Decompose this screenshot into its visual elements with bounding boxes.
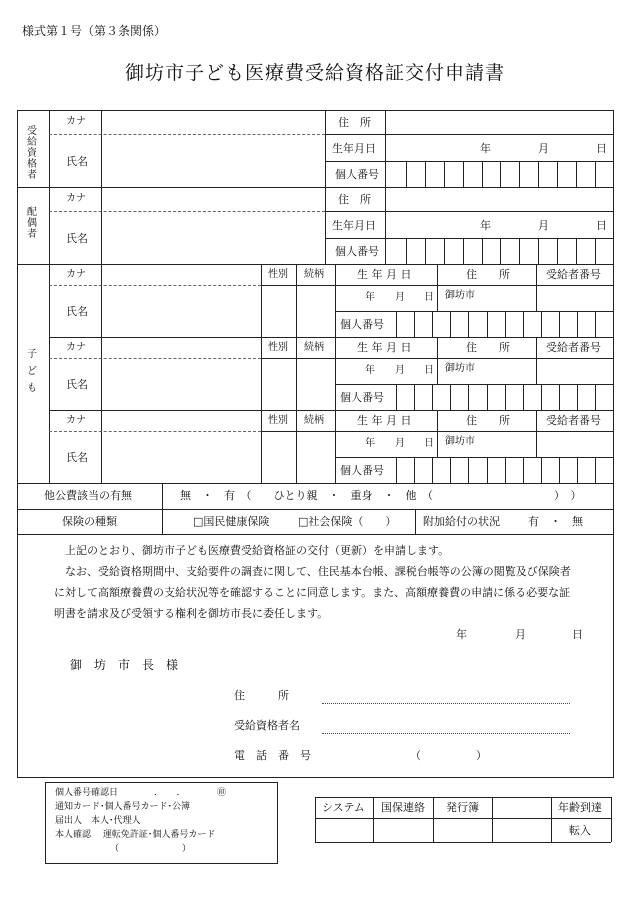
child-2-personal-number-input[interactable] — [397, 385, 612, 409]
addressee: 御 坊 市 長 様 — [70, 658, 179, 672]
child-1-vline-number — [536, 264, 537, 311]
child-2-day: 日 — [424, 365, 434, 376]
child-2-vline-address — [437, 337, 438, 384]
card-type: 通知カード･個人番号カード･公簿 — [55, 802, 191, 812]
insurance-national-checkbox[interactable]: □国民健康保険 — [193, 515, 270, 528]
personal-number-cell-divider — [557, 161, 558, 187]
personal-number-cell-divider — [444, 161, 445, 187]
children-section-label: 子ども — [27, 349, 37, 394]
child-3-kana-divider — [49, 431, 261, 432]
spouse-kana-input[interactable] — [102, 189, 324, 210]
personal-number-cell-divider — [519, 238, 520, 264]
child-1-vline-relation — [296, 264, 297, 337]
child-1-personal-number-label: 個人番号 — [340, 318, 384, 331]
child-3-personal-number-label: 個人番号 — [340, 464, 384, 477]
declaration-line-1: 上記のとおり、御坊市子ども医療費受給資格証の交付（更新）を申請します。 — [65, 544, 450, 557]
child-1-day: 日 — [424, 292, 434, 303]
spouse-year: 年 — [480, 219, 491, 232]
spouse-personal-number-label: 個人番号 — [335, 245, 379, 258]
child-1-gender-label: 性別 — [268, 269, 288, 280]
insurance-social-checkbox[interactable]: □社会保険（ ） — [298, 515, 397, 528]
personal-number-cell-divider — [557, 238, 558, 264]
child-2-vline-birth — [335, 337, 336, 410]
child-2-recipient-number-label: 受給者番号 — [546, 341, 601, 354]
personal-number-cell-divider — [595, 238, 596, 264]
child-2-birthdate-label: 生 年 月 日 — [357, 341, 412, 354]
recipient-personal-number-label: 個人番号 — [335, 168, 379, 181]
recipient-address-label: 住 所 — [338, 116, 371, 129]
office-col-age-reached: 年齢到達 — [558, 801, 602, 814]
spouse-day: 日 — [596, 219, 607, 232]
child-3-personal-number-input[interactable] — [397, 458, 612, 482]
child-2-vline-gender — [261, 337, 262, 410]
child-3-name-label: 氏名 — [66, 451, 88, 464]
personal-number-cell-divider — [519, 161, 520, 187]
child-3-year: 年 — [365, 438, 375, 449]
declaration-month: 月 — [515, 628, 526, 641]
applicant-name-line[interactable] — [322, 733, 570, 734]
recipient-day: 日 — [596, 142, 607, 155]
declaration-day: 日 — [572, 628, 583, 641]
child-1-vline-birth — [335, 264, 336, 337]
child-3-month: 月 — [395, 438, 405, 449]
applicant-address-line[interactable] — [322, 703, 570, 704]
recipient-address-input[interactable] — [387, 112, 612, 133]
child-1-vline-address — [437, 264, 438, 311]
office-col-system: システム — [322, 801, 365, 814]
personal-number-cell-divider — [463, 238, 464, 264]
child-3-vline-number — [536, 410, 537, 457]
personal-number-cell-divider — [482, 238, 483, 264]
submitter-type: 届出人 本人･代理人 — [55, 816, 141, 826]
personal-number-cell-divider — [482, 161, 483, 187]
personal-number-cell-divider — [425, 238, 426, 264]
recipient-birthdate-label: 生年月日 — [332, 142, 376, 155]
applicant-name-label: 受給資格者名 — [234, 719, 300, 732]
personal-number-cell-divider — [538, 238, 539, 264]
personal-number-cell-divider — [463, 161, 464, 187]
additional-benefit-options[interactable]: 有 ・ 無 — [528, 515, 583, 528]
child-2-year: 年 — [365, 365, 375, 376]
child-3-day: 日 — [424, 438, 434, 449]
personal-number-cell-divider — [406, 161, 407, 187]
recipient-month: 月 — [538, 142, 549, 155]
child-1-personal-number-input[interactable] — [397, 312, 612, 336]
spouse-address-label: 住 所 — [338, 193, 371, 206]
child-1-month: 月 — [395, 292, 405, 303]
child-3-city-prefix: 御坊市 — [445, 436, 475, 447]
identity-check-other: （ ） — [110, 844, 192, 854]
personal-number-cell-divider — [500, 238, 501, 264]
child-1-name-input[interactable] — [102, 287, 260, 336]
child-1-vline-gender — [261, 264, 262, 337]
child-1-kana-input[interactable] — [102, 265, 260, 284]
child-2-kana-input[interactable] — [102, 338, 260, 357]
child-1-address-label: 住 所 — [466, 268, 510, 281]
child-1-birthdate-label: 生 年 月 日 — [357, 268, 412, 281]
child-3-relation-label: 続柄 — [304, 415, 324, 426]
child-2-month: 月 — [395, 365, 405, 376]
recipient-name-label: 氏名 — [66, 155, 88, 168]
spouse-address-input[interactable] — [387, 189, 612, 210]
child-2-kana-label: カナ — [66, 342, 86, 353]
child-2-gender-label: 性別 — [268, 342, 288, 353]
applicant-phone-label: 電 話 番 号 — [234, 749, 311, 762]
child-2-relation-label: 続柄 — [304, 342, 324, 353]
recipient-name-input[interactable] — [102, 136, 324, 186]
child-3-vline-relation — [296, 410, 297, 483]
child-3-kana-label: カナ — [66, 415, 86, 426]
child-3-gender-label: 性別 — [268, 415, 288, 426]
child-3-vline-birth — [335, 410, 336, 483]
declaration-text — [54, 540, 574, 624]
child-3-vline-address — [437, 410, 438, 457]
declaration-year: 年 — [456, 628, 467, 641]
recipient-section-label: 受給資格者 — [27, 126, 37, 181]
recipient-kana-label: カナ — [66, 116, 86, 127]
spouse-name-input[interactable] — [102, 213, 324, 263]
child-2-vline-number — [536, 337, 537, 384]
personal-number-cell-divider — [538, 161, 539, 187]
child-2-city-prefix: 御坊市 — [445, 363, 475, 374]
insurance-label: 保険の種類 — [62, 515, 117, 528]
spouse-kana-label: カナ — [66, 193, 86, 204]
child-1-year: 年 — [365, 292, 375, 303]
personal-number-cell-divider — [425, 161, 426, 187]
spouse-month: 月 — [538, 219, 549, 232]
declaration-line-2: なお、受給資格期間中、支給要件の調査に関して、住民基本台帳、課税台帳等の公簿の閲覧及び保険者に対して高額療養費の支給状況等を確認することに同意します。また、高額療養費の申請に係る必要な証明書を請求及び受領する権利を御坊市長に委任します。 — [54, 565, 571, 620]
personal-number-cell-divider — [576, 238, 577, 264]
child-1-city-prefix: 御坊市 — [445, 290, 475, 301]
child-3-kana-input[interactable] — [102, 411, 260, 430]
child-2-vline-relation — [296, 337, 297, 410]
personal-number-cell-divider — [444, 238, 445, 264]
child-1-recipient-number-label: 受給者番号 — [546, 268, 601, 281]
additional-benefit-label: 附加給付の状況 — [423, 515, 500, 528]
child-3-address-label: 住 所 — [466, 414, 510, 427]
form-number: 様式第１号（第３条関係） — [22, 24, 167, 38]
child-1-relation-label: 続柄 — [304, 269, 324, 280]
personal-number-confirm-date: 個人番号確認日 ． ． ㊞ — [55, 788, 227, 798]
child-3-vline-gender — [261, 410, 262, 483]
child-2-name-input[interactable] — [102, 360, 260, 409]
personal-number-cell-divider — [576, 161, 577, 187]
identity-check: 本人確認 運転免許証･個人番号カード — [55, 830, 216, 840]
child-3-birthdate-label: 生 年 月 日 — [357, 414, 412, 427]
child-1-kana-divider — [49, 285, 261, 286]
applicant-address-label: 住 所 — [234, 689, 289, 702]
recipient-kana-input[interactable] — [102, 112, 324, 133]
page-title: 御坊市子ども医療費受給資格証交付申請書 — [124, 62, 505, 84]
spouse-birthdate-label: 生年月日 — [332, 219, 376, 232]
child-1-name-label: 氏名 — [66, 305, 88, 318]
public-expense-label: 他公費該当の有無 — [44, 489, 132, 502]
child-2-personal-number-label: 個人番号 — [340, 391, 384, 404]
child-1-kana-label: カナ — [66, 269, 86, 280]
child-3-recipient-number-label: 受給者番号 — [546, 414, 601, 427]
child-2-kana-divider — [49, 358, 261, 359]
public-expense-options[interactable]: 無 ・ 有 （ ひとり親 ・ 重身 ・ 他 （ ） ） — [180, 489, 582, 502]
personal-number-cell-divider — [500, 161, 501, 187]
personal-number-cell-divider — [406, 238, 407, 264]
child-2-name-label: 氏名 — [66, 378, 88, 391]
spouse-name-label: 氏名 — [66, 232, 88, 245]
spouse-section-label: 配偶者 — [27, 207, 37, 240]
office-transfer-in: 転入 — [569, 824, 591, 837]
applicant-phone-parens[interactable]: （ ） — [410, 749, 487, 762]
child-2-address-label: 住 所 — [466, 341, 510, 354]
office-col-issue-log: 発行簿 — [446, 801, 479, 814]
child-3-name-input[interactable] — [102, 433, 260, 482]
office-col-kokuho: 国保連絡 — [381, 801, 425, 814]
personal-number-cell-divider — [595, 161, 596, 187]
recipient-year: 年 — [480, 142, 491, 155]
